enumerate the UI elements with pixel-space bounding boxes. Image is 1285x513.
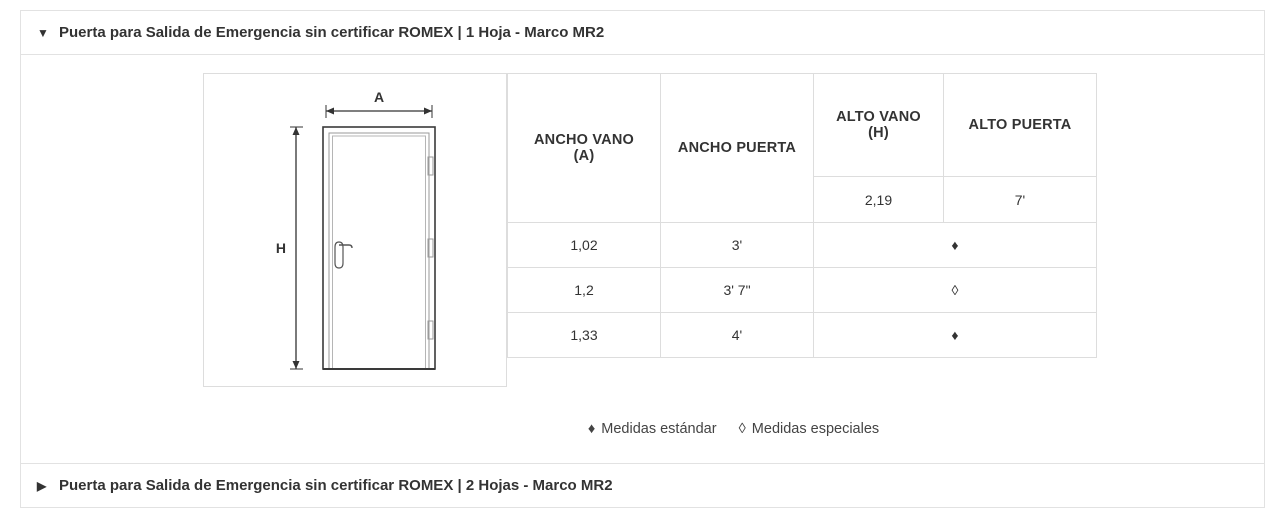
dimension-label-a: A bbox=[373, 89, 385, 105]
dimension-label-h: H bbox=[275, 240, 286, 256]
legend-special-text: Medidas especiales bbox=[751, 421, 880, 437]
subheader-alto-puerta-value: 7' bbox=[944, 177, 1097, 223]
table-body bbox=[508, 223, 1097, 358]
standard-measure-icon: ♦ bbox=[587, 421, 596, 437]
cell-medida-marca: ♦ bbox=[814, 223, 1097, 268]
door-elevation-svg bbox=[204, 74, 506, 386]
chevron-right-icon: ▶ bbox=[37, 478, 47, 493]
accordion-title-2-hojas: Puerta para Salida de Emergencia sin certificar ROMEX | 2 Hojas - Marco MR2 bbox=[59, 477, 613, 494]
subheader-alto-vano-value: 2,19 bbox=[814, 177, 944, 223]
cell-ancho-puerta: 3' bbox=[661, 223, 814, 268]
accordion-title-1-hoja: Puerta para Salida de Emergencia sin certificar ROMEX | 1 Hoja - Marco MR2 bbox=[59, 24, 605, 41]
accordion bbox=[20, 10, 1265, 508]
table-head bbox=[508, 74, 1097, 223]
cell-ancho-vano: 1,2 bbox=[508, 268, 661, 313]
cell-ancho-puerta: 4' bbox=[661, 313, 814, 358]
accordion-header-2-hojas[interactable] bbox=[21, 464, 1264, 508]
header-ancho-vano: ANCHO VANO (A) bbox=[508, 74, 661, 223]
table-header-row bbox=[508, 74, 1097, 177]
accordion-panel-1-hoja bbox=[21, 55, 1264, 464]
header-alto-puerta: ALTO PUERTA bbox=[944, 74, 1097, 177]
special-measure-icon: ◊ bbox=[738, 421, 746, 437]
table-row bbox=[508, 313, 1097, 358]
table-row bbox=[508, 223, 1097, 268]
header-alto-vano: ALTO VANO (H) bbox=[814, 74, 944, 177]
cell-medida-marca: ◊ bbox=[814, 268, 1097, 313]
cell-ancho-puerta: 3' 7" bbox=[661, 268, 814, 313]
chevron-down-icon: ▼ bbox=[37, 25, 49, 40]
cell-ancho-vano: 1,33 bbox=[508, 313, 661, 358]
cell-medida-marca: ♦ bbox=[814, 313, 1097, 358]
door-diagram bbox=[203, 73, 507, 387]
panel-content-row bbox=[21, 73, 1264, 387]
legend-standard-text: Medidas estándar bbox=[601, 421, 717, 437]
cell-ancho-vano: 1,02 bbox=[508, 223, 661, 268]
table-row bbox=[508, 268, 1097, 313]
measurements-table bbox=[507, 73, 1097, 358]
accordion-header-1-hoja[interactable] bbox=[21, 11, 1264, 55]
header-ancho-puerta: ANCHO PUERTA bbox=[661, 74, 814, 223]
legend bbox=[21, 421, 1264, 437]
